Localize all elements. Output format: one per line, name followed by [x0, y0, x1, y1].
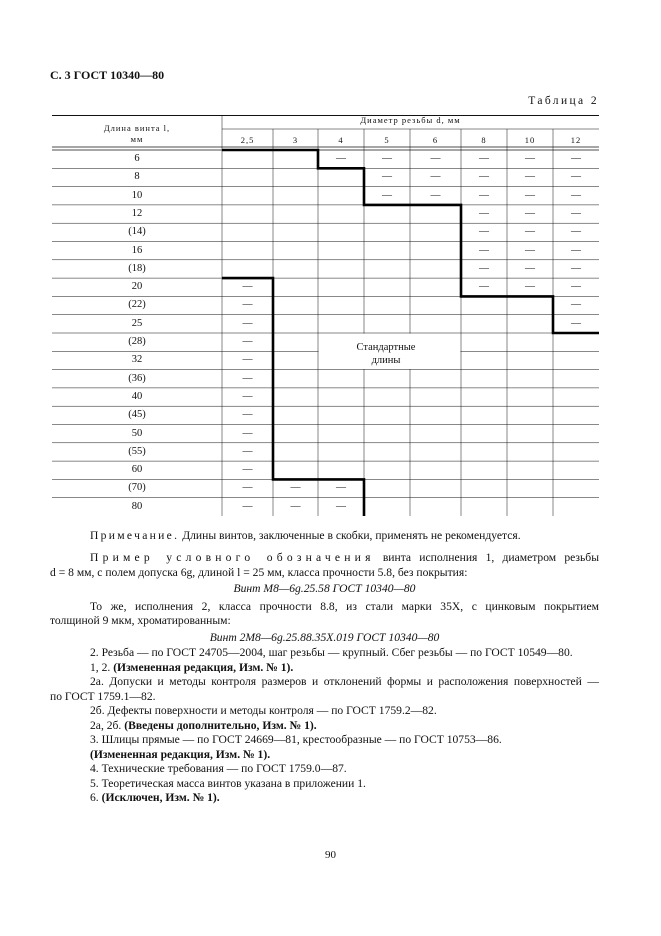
table-cell: —	[571, 226, 581, 238]
diameter-column-7: 10	[524, 135, 536, 145]
item-3-revision: (Измененная редакция, Изм. № 1).	[90, 747, 271, 761]
item-2ab-revision: 2а, 2б. (Введены дополнительно, Изм. № 1).	[90, 718, 317, 732]
table-cell: —	[430, 171, 441, 183]
table-cell: —	[479, 281, 489, 293]
diameter-column-2: 3	[292, 135, 299, 145]
table-cell: —	[525, 153, 535, 164]
page-number: 90	[325, 849, 336, 861]
length-value: (28)	[128, 336, 146, 347]
table-cell: —	[382, 153, 392, 164]
table-cell: —	[525, 207, 535, 219]
table-cell: —	[242, 464, 253, 476]
table-cell: —	[479, 189, 489, 201]
table-cell: —	[242, 336, 253, 347]
table-cell: —	[336, 153, 346, 164]
example-line3: То же, исполнения 2, класса прочности 8.8, из стали марки 35Х, с цинковым покрытием	[90, 599, 599, 613]
table-cell: —	[571, 244, 581, 256]
length-value: 12	[131, 207, 143, 219]
table-cell: —	[242, 500, 253, 512]
length-value: 40	[131, 390, 143, 402]
designation-example	[50, 551, 599, 645]
length-value: (14)	[128, 226, 146, 238]
item-2a-line2: по ГОСТ 1759.1—82.	[50, 689, 156, 703]
example-line4: толщиной 9 мкм, хроматированным:	[50, 614, 231, 627]
diameter-column-3: 4	[338, 135, 344, 145]
table-cell: —	[571, 189, 581, 201]
length-value: 16	[131, 244, 143, 256]
designation-2: Винт 2М8—6g.25.88.35Х.019 ГОСТ 10340—80	[209, 630, 440, 644]
table-cell: —	[571, 299, 581, 311]
table-cell: —	[525, 226, 535, 238]
table-cell: —	[430, 189, 441, 201]
table-cell: —	[479, 207, 489, 219]
table-cell: —	[525, 281, 535, 293]
standard-lengths-label: Стандартные длины	[356, 342, 416, 366]
length-value: 25	[131, 317, 143, 329]
example-heading: Пример условного обозначения	[90, 551, 375, 564]
table-cell: —	[242, 445, 253, 457]
table-cell: —	[571, 171, 581, 183]
table-cell: —	[525, 189, 535, 201]
length-value: (70)	[128, 482, 146, 494]
table-cell: —	[242, 354, 253, 366]
note-label: Примечание.	[90, 529, 180, 542]
screw-length-table	[52, 115, 599, 519]
item-4: 4. Технические требования — по ГОСТ 1759.0—87.	[90, 762, 347, 775]
length-value: 80	[131, 500, 143, 512]
table-cell: —	[479, 226, 489, 238]
length-value: (36)	[128, 372, 146, 384]
length-value: 32	[131, 354, 143, 366]
table-cell: —	[290, 482, 301, 494]
table-cell: —	[382, 171, 392, 183]
item-3: 3. Шлицы прямые — по ГОСТ 24669—81, крестообразные — по ГОСТ 10753—86.	[90, 733, 502, 746]
diameter-column-6: 8	[481, 135, 487, 145]
length-value: 10	[131, 189, 143, 201]
table-cell: —	[571, 153, 581, 164]
table-cell: —	[242, 409, 253, 421]
length-value: (18)	[128, 262, 146, 274]
table-cell: —	[242, 299, 253, 311]
table-cell: —	[290, 500, 301, 512]
length-column-header: Длина винта l, мм	[103, 123, 171, 144]
table-label: Таблица 2	[528, 95, 599, 107]
table-cell: —	[571, 262, 581, 274]
diameter-column-4: 5	[384, 135, 390, 145]
table-cell: —	[382, 189, 392, 201]
table-cell: —	[242, 390, 253, 402]
length-value: 50	[131, 427, 143, 439]
designation-1: Винт М8—6g.25.58 ГОСТ 10340—80	[233, 582, 416, 595]
item-2b: 2б. Дефекты поверхности и методы контроля — по ГОСТ 1759.2—82.	[90, 704, 437, 717]
table-cell: —	[242, 427, 253, 439]
table-cell: —	[336, 482, 346, 494]
table-cell: —	[242, 372, 253, 384]
length-value: 20	[131, 281, 143, 293]
length-value: 60	[131, 464, 143, 476]
item-6: 6. (Исключен, Изм. № 1).	[90, 791, 220, 804]
diameter-column-8: 12	[570, 135, 582, 145]
table-cell: —	[479, 153, 489, 164]
table-cell: —	[430, 153, 441, 164]
item-2a-line1: 2а. Допуски и методы контроля размеров и отклонений формы и расположения поверхностей —	[90, 675, 599, 688]
table-cell: —	[479, 244, 489, 256]
example-line2: d = 8 мм, с полем допуска 6g, длиной l = 25 мм, класса прочности 5.8, без покрытия:	[50, 565, 468, 579]
table-cell: —	[571, 317, 581, 329]
length-value: (22)	[128, 299, 146, 311]
diameter-column-1: 2,5	[240, 135, 255, 145]
item-2: 2. Резьба — по ГОСТ 24705—2004, шаг резьбы — крупный. Сбег резьбы — по ГОСТ 10549—80.	[90, 646, 573, 659]
length-value: (55)	[128, 445, 146, 457]
table-cell: —	[571, 281, 581, 293]
table-cell: —	[242, 317, 253, 329]
table-cell: —	[571, 207, 581, 219]
table-cell: —	[242, 281, 253, 293]
item-2-revision: 1, 2. (Измененная редакция, Изм. № 1).	[90, 660, 294, 674]
requirements-list	[50, 646, 599, 806]
diameter-column-5: 6	[432, 135, 439, 145]
table-cell: —	[525, 244, 535, 256]
table-cell: —	[525, 171, 535, 183]
example-line1: винта исполнения 1, диаметром резьбы	[374, 551, 599, 564]
diameter-header: Диаметр резьбы d, мм	[360, 115, 461, 125]
table-cell: —	[242, 482, 253, 494]
table-cell: —	[336, 500, 346, 512]
length-value: (45)	[128, 409, 146, 421]
length-value: 8	[134, 171, 140, 183]
length-value: 6	[134, 153, 140, 164]
note-text: Длины винтов, заключенные в скобки, применять не рекомендуется.	[179, 529, 521, 542]
item-5: 5. Теоретическая масса винтов указана в приложении 1.	[90, 776, 366, 790]
table-cell: —	[479, 171, 489, 183]
table-cell: —	[479, 262, 489, 274]
table-cell: —	[525, 262, 535, 274]
page-header: С. 3 ГОСТ 10340—80	[50, 68, 165, 82]
note	[50, 529, 599, 544]
